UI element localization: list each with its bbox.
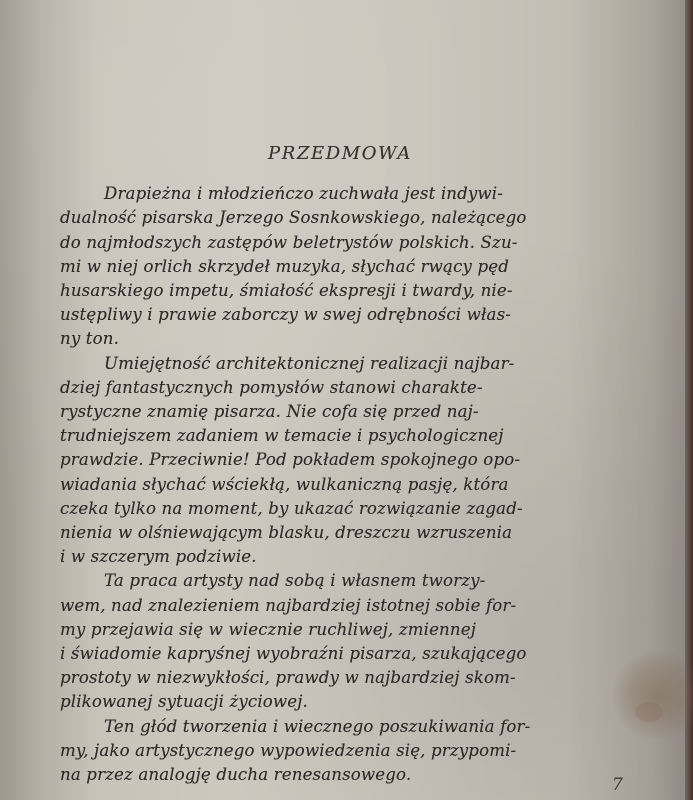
paragraph-4 — [60, 715, 620, 788]
paragraph-4-line-3: na przez analogję ducha renesansowego. — [60, 765, 412, 785]
paragraph-1-line-6: ustępliwy i prawie zaborczy w swej odrębności włas- — [60, 305, 512, 325]
paper-stain-small — [635, 702, 663, 722]
paragraph-1-line-3: do najmłodszych zastępów beletrystów polskich. Szu- — [60, 232, 518, 252]
paragraph-2-line-5: prawdzie. Przeciwnie! Pod pokładem spokojnego opo- — [60, 450, 521, 470]
preface-title: PRZEDMOWA — [268, 143, 412, 164]
paragraph-2-line-9: i w szczerym podziwie. — [60, 547, 257, 567]
paragraph-1-line-5: husarskiego impetu, śmiałość ekspresji i twardy, nie- — [60, 281, 513, 301]
page-number: 7 — [612, 775, 623, 795]
paragraph-2-line-1: Umiejętność architektonicznej realizacji najbar- — [104, 353, 515, 373]
paragraph-3-line-2: wem, nad znalezieniem najbardziej istotnej sobie for- — [60, 595, 517, 615]
paragraph-1-line-1: Drapieżna i młodzieńczo zuchwała jest indywi- — [104, 184, 503, 204]
paragraph-3 — [60, 569, 620, 714]
paragraph-2-line-3: rystyczne znamię pisarza. Nie cofa się przed naj- — [60, 402, 479, 422]
paragraph-2-line-2: dziej fantastycznych pomysłów stanowi charakte- — [60, 377, 483, 397]
paragraph-3-line-4: i świadomie kapryśnej wyobraźni pisarza, szukającego — [60, 644, 527, 664]
paragraph-3-line-1: Ta praca artysty nad sobą i własnem tworzy- — [104, 571, 486, 591]
paragraph-4-line-1: Ten głód tworzenia i wiecznego poszukiwania for- — [104, 716, 531, 736]
paragraph-3-line-5: prostoty w niezwykłości, prawdy w najbardziej skom- — [60, 668, 516, 688]
paragraph-1 — [60, 182, 620, 351]
paragraph-1-line-2: dualność pisarska Jerzego Sosnkowskiego, należącego — [60, 208, 527, 228]
paragraph-3-line-3: my przejawia się w wiecznie ruchliwej, zmiennej — [60, 619, 476, 639]
paragraph-1-line-4: mi w niej orlich skrzydeł muzyka, słychać rwący pęd — [60, 256, 509, 276]
paragraph-2-line-8: nienia w olśniewającym blasku, dreszczu wzruszenia — [60, 523, 513, 543]
paragraph-1-line-7: ny ton. — [60, 329, 120, 349]
paragraph-2-line-7: czeka tylko na moment, by ukazać rozwiązanie zagad- — [60, 498, 523, 518]
paragraph-4-line-2: my, jako artystycznego wypowiedzenia się, przypomi- — [60, 740, 517, 760]
paragraph-2-line-6: wiadania słychać wściekłą, wulkaniczną pasję, która — [60, 474, 509, 494]
preface-text-block — [60, 142, 620, 787]
paragraph-3-line-6: plikowanej sytuacji życiowej. — [60, 692, 308, 712]
paragraph-2-line-4: trudniejszem zadaniem w temacie i psychologicznej — [60, 426, 504, 446]
paper-stain — [612, 650, 693, 740]
paragraph-2 — [60, 352, 620, 570]
